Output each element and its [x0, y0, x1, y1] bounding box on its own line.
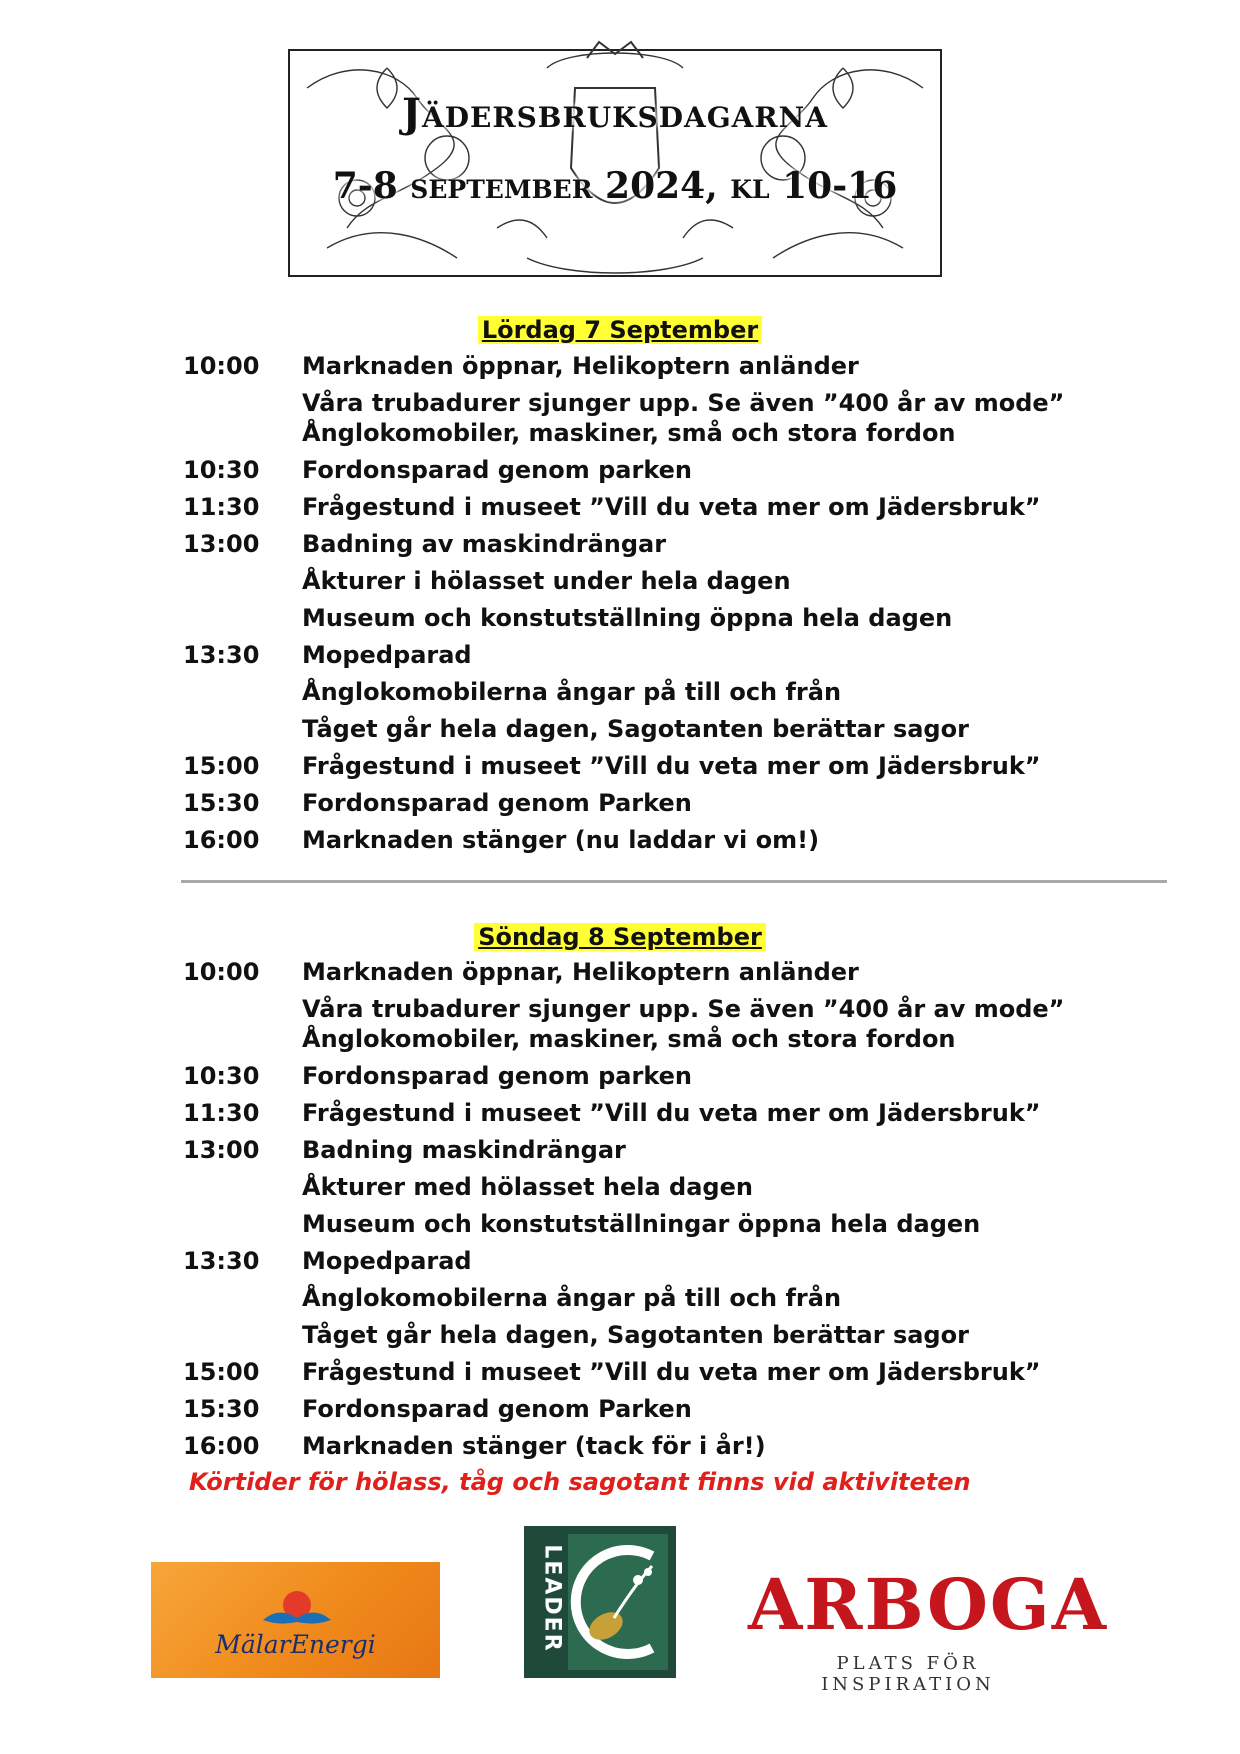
- leader-logo: [524, 1526, 676, 1678]
- schedule-activity: Ånglokomobilerna ångar på till och från: [302, 1284, 842, 1312]
- arboga-wordmark: ARBOGA: [748, 1563, 1109, 1646]
- schedule-time: 13:30: [183, 641, 260, 669]
- schedule-activity: Ånglokomobiler, maskiner, små och stora fordon: [302, 419, 956, 447]
- schedule-activity: Mopedparad: [302, 1247, 472, 1275]
- event-dates: 7-8 september 2024, kl 10-16: [332, 165, 898, 207]
- schedule-time: 10:00: [183, 958, 260, 986]
- schedule-activity: Marknaden öppnar, Helikoptern anländer: [302, 352, 859, 380]
- schedule-activity: Museum och konstutställning öppna hela dagen: [302, 604, 953, 632]
- schedule-activity: Badning maskindrängar: [302, 1136, 626, 1164]
- ornament-frame-icon: [287, 28, 943, 283]
- schedule-row: [0, 1059, 1240, 1093]
- schedule-row: [0, 349, 1240, 383]
- schedule-activity: Fordonsparad genom Parken: [302, 789, 692, 817]
- schedule-activity: Frågestund i museet ”Vill du veta mer om Jädersbruk”: [302, 752, 1041, 780]
- schedule-activity: Marknaden öppnar, Helikoptern anländer: [302, 958, 859, 986]
- schedule-activity: Våra trubadurer sjunger upp. Se även ”400 år av mode”: [302, 995, 1065, 1023]
- schedule-activity: Åkturer med hölasset hela dagen: [302, 1173, 753, 1201]
- schedule-activity: Marknaden stänger (tack för i år!): [302, 1432, 766, 1460]
- schedule-activity: Frågestund i museet ”Vill du veta mer om Jädersbruk”: [302, 493, 1041, 521]
- schedule-row: [0, 1392, 1240, 1426]
- leader-wordmark: LEADER: [539, 1544, 565, 1653]
- schedule-activity: Frågestund i museet ”Vill du veta mer om Jädersbruk”: [302, 1358, 1041, 1386]
- schedule-row: [0, 955, 1240, 989]
- saturday-heading: [0, 316, 1240, 344]
- page-title: Jädersbruksdagarna: [402, 90, 828, 137]
- header-banner: [287, 28, 943, 283]
- schedule-row: [0, 490, 1240, 524]
- section-divider: [181, 880, 1167, 883]
- schedule-row: [0, 638, 1240, 672]
- sun-wave-icon: [151, 1562, 440, 1678]
- schedule-row: [0, 1244, 1240, 1278]
- schedule-row: [0, 1281, 1240, 1315]
- schedule-row: [0, 1022, 1240, 1056]
- schedule-time: 13:00: [183, 1136, 260, 1164]
- schedule-time: 15:00: [183, 752, 260, 780]
- schedule-time: 16:00: [183, 826, 260, 854]
- schedule-time: 15:30: [183, 789, 260, 817]
- schedule-time: 10:30: [183, 1062, 260, 1090]
- arboga-tagline: PLATS FÖR INSPIRATION: [821, 1653, 995, 1695]
- runtime-note: Körtider för hölass, tåg och sagotant finns vid aktiviteten: [189, 1468, 971, 1496]
- schedule-activity: Marknaden stänger (nu laddar vi om!): [302, 826, 820, 854]
- schedule-activity: Ånglokomobiler, maskiner, små och stora fordon: [302, 1025, 956, 1053]
- schedule-row: [0, 386, 1240, 420]
- schedule-row: [0, 675, 1240, 709]
- saturday-heading-label: Lördag 7 September: [478, 316, 762, 344]
- arboga-logo: [748, 1563, 1109, 1695]
- schedule-row: [0, 1133, 1240, 1167]
- schedule-time: 10:00: [183, 352, 260, 380]
- schedule-row: [0, 823, 1240, 857]
- schedule-row: [0, 1170, 1240, 1204]
- schedule-row: [0, 1429, 1240, 1463]
- schedule-activity: Badning av maskindrängar: [302, 530, 667, 558]
- schedule-row: [0, 1355, 1240, 1389]
- schedule-row: [0, 416, 1240, 450]
- schedule-time: 15:00: [183, 1358, 260, 1386]
- schedule-row: [0, 601, 1240, 635]
- schedule-activity: Fordonsparad genom parken: [302, 456, 693, 484]
- malarenergi-wordmark: MälarEnergi: [215, 1630, 376, 1659]
- sunday-heading: [0, 923, 1240, 951]
- schedule-time: 13:00: [183, 530, 260, 558]
- leader-emblem-icon: [524, 1526, 676, 1678]
- schedule-time: 11:30: [183, 1099, 260, 1127]
- schedule-row: [0, 1318, 1240, 1352]
- schedule-activity: Frågestund i museet ”Vill du veta mer om Jädersbruk”: [302, 1099, 1041, 1127]
- schedule-row: [0, 749, 1240, 783]
- schedule-row: [0, 992, 1240, 1026]
- schedule-row: [0, 527, 1240, 561]
- schedule-row: [0, 1207, 1240, 1241]
- schedule-row: [0, 564, 1240, 598]
- schedule-activity: Museum och konstutställningar öppna hela dagen: [302, 1210, 981, 1238]
- schedule-time: 11:30: [183, 493, 260, 521]
- malarenergi-logo: [151, 1562, 440, 1678]
- schedule-row: [0, 786, 1240, 820]
- schedule-time: 10:30: [183, 456, 260, 484]
- schedule-activity: Fordonsparad genom Parken: [302, 1395, 692, 1423]
- schedule-time: 16:00: [183, 1432, 260, 1460]
- schedule-activity: Mopedparad: [302, 641, 472, 669]
- schedule-row: [0, 712, 1240, 746]
- schedule-time: 15:30: [183, 1395, 260, 1423]
- schedule-activity: Fordonsparad genom parken: [302, 1062, 693, 1090]
- schedule-activity: Våra trubadurer sjunger upp. Se även ”400 år av mode”: [302, 389, 1065, 417]
- schedule-row: [0, 453, 1240, 487]
- schedule-row: [0, 1096, 1240, 1130]
- schedule-activity: Tåget går hela dagen, Sagotanten berättar sagor: [302, 715, 969, 743]
- schedule-activity: Tåget går hela dagen, Sagotanten berättar sagor: [302, 1321, 969, 1349]
- schedule-time: 13:30: [183, 1247, 260, 1275]
- schedule-activity: Ånglokomobilerna ångar på till och från: [302, 678, 842, 706]
- sunday-heading-label: Söndag 8 September: [474, 923, 766, 951]
- schedule-activity: Åkturer i hölasset under hela dagen: [302, 567, 791, 595]
